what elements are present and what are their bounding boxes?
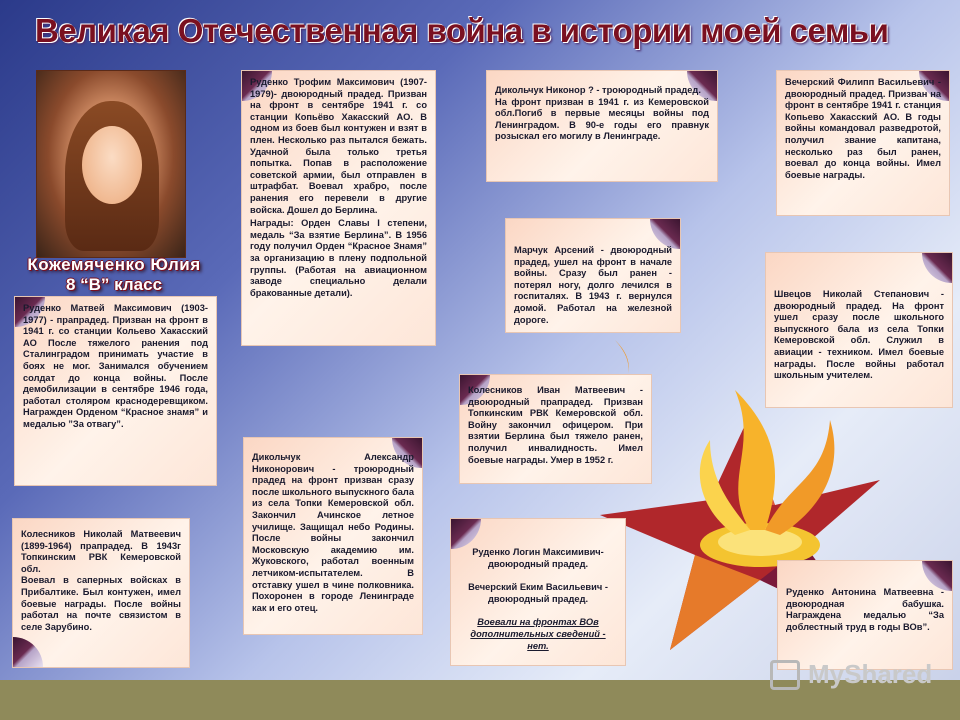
flame-base-inner [718, 528, 802, 556]
card-arseniy [505, 218, 681, 333]
card-matvey-text: Руденко Матвей Максимович (1903-1977) - прапрадед. Призван на фронт в 1941 г. со станции Кольево Хакасский АО После тяжелого ранения под Сталинградом принимать участие в боях не мог. Занимался обучением солдат до конца войны. После демобилизации в сентябре 1946 года, работал столяром краснодеревщиком. Награжден Орденом “Красное знамя” и медалью ”За отвагу”. [23, 303, 208, 429]
card-note-text: Воевали на фронтах ВОв дополнительных сведений - нет. [470, 617, 606, 651]
card-login-ekim [450, 518, 626, 666]
card-trofim-text: Руденко Трофим Максимович (1907-1979)- двоюродный прадед. Призван на фронт в сентябре 1941 г. со станции Копьёво Хакасский АО. В одном из боев был контужен и взят в плен. Несколько раз пытался бежать. Удачной была только третья попытка. Попав в расположение советской армии, был отправлен в штрафбат. Воевал храбро, после ранения его перевели в другие войска. Дошел до Берлина. [250, 77, 427, 215]
card-matvey [14, 296, 217, 486]
card-aleksandr [243, 437, 423, 635]
card-nikolay-kolesnikov [12, 518, 190, 668]
myshared-logo [770, 658, 940, 694]
card-trofim-awards: Награды: Орден Славы I степени, медаль “За взятие Берлина”. В 1956 году получил Орден “Красное Знамя” за организацию в плену подпольной группы. (Работая на авиационном заводе специально делали бракованные детали). [250, 218, 427, 298]
card-nikolay-kolesnikov-text: Колесников Николай Матвеевич (1899-1964) прапрадед. В 1943г Топкинским РВК Кемеровской обл. Воевал в саперных войсках в Прибалтике. Был контужен, имел боевые награды. После войны работал на почте связистом в селе Зарубино. [21, 529, 181, 632]
card-nikonor [486, 70, 718, 182]
card-nikolay-shvetsov [765, 252, 953, 408]
page-curl-icon [13, 637, 43, 667]
card-antonina [777, 560, 953, 670]
page-title: Великая Отечественная война в истории моей семьи [35, 12, 889, 49]
student-caption [14, 255, 214, 295]
page-curl-icon [922, 253, 952, 283]
page-curl-icon [451, 519, 481, 549]
card-aleksandr-text: Дикольчук Александр Никонорович - троюродный прадед на фронт призван сразу после школьного выпускного бала из села Топки Кемеровской обл. Закончил Ачинское летное училище. Защищал небо Родины. После войны закончил Московскую академию им. Жуковского, работал военным летчиком-испытателем. В отставку ушел в чине полковника. Похоронен в городе Ленинграде как и его отец. [252, 452, 414, 613]
card-arseniy-text: Марчук Арсений - двоюродный прадед, ушел на фронт в начале войны. Сразу был ранен - потерял ногу, долго лечился в госпиталях. В 1943 г. вернулся домой. Работал на железной дороге. [514, 245, 672, 325]
card-antonina-text: Руденко Антонина Матвеевна - двоюродная бабушка. Награждена медалью “За доблестный труд в годы ВОв”. [786, 587, 944, 632]
card-nikolay-shvetsov-text: Швецов Николай Степанович - двоюродный прадед. На фронт ушел сразу после школьного выпускного бала из села Топки Кемеровской обл. Служил в авиации - техником. Имел боевые награды. После войны работал школьным учителем. [774, 289, 944, 381]
myshared-logo-icon [770, 660, 800, 690]
card-filipp-text: Вечерский Филипп Васильевич - двоюродный прадед. Призван на фронт в сентябре 1941 г. станция Копьево Хакасский АО. В годы войны командовал разведротой, получил звание капитана, несколько раз был ранен, воевал до конца войны. Имел боевые награды. [785, 77, 941, 180]
card-trofim [241, 70, 436, 346]
card-ekim-text: Вечерский Еким Васильевич - двоюродный прадед. [468, 582, 608, 604]
myshared-logo-text: MyShared [808, 659, 933, 689]
student-class: 8 “В” класс [65, 275, 163, 294]
photo-face [82, 126, 142, 204]
student-photo [36, 70, 186, 258]
card-ivan-text: Колесников Иван Матвеевич - двоюродный прапрадед. Призван Топкинским РВК Кемеровской обл. Войну закончил офицером. При взятии Берлина был тяжело ранен, получил инвалидность. Имел боевые награды. Умер в 1952 г. [468, 385, 643, 465]
student-name: Кожемяченко Юлия [27, 255, 201, 274]
card-ivan [459, 374, 652, 484]
card-filipp [776, 70, 950, 216]
card-nikonor-text: Дикольчук Никонор ? - троюродный прадед. На фронт призван в 1941 г. из Кемеровской обл.Погиб в первые месяцы войны под Ленинградом. В 90-е годы его правнук розыскал его могилу в Ленинграде. [495, 85, 709, 142]
card-login-text: Руденко Логин Максимивич- двоюродный прадед. [472, 547, 604, 569]
